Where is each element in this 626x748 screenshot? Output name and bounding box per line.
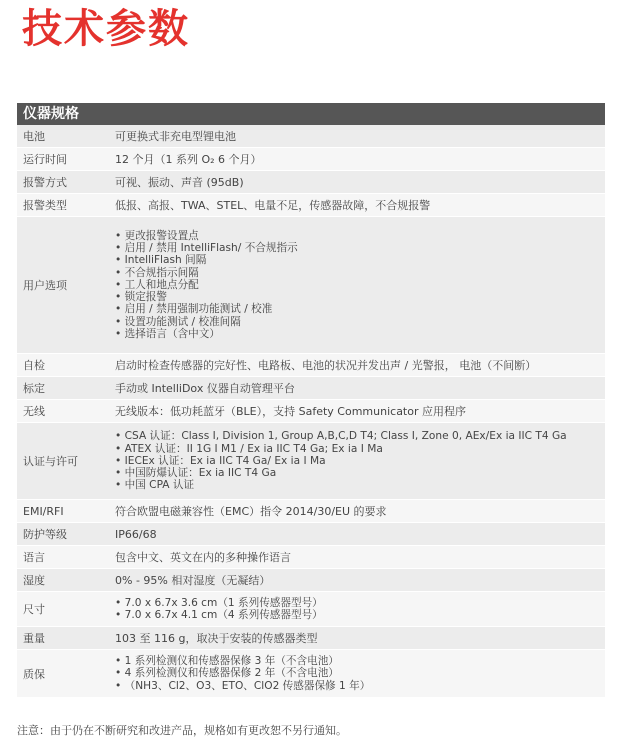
table-row-calibration <box>17 377 605 400</box>
row-label: 尺寸 <box>23 603 45 616</box>
spec-table <box>17 103 605 698</box>
table-row-certifications <box>17 423 605 500</box>
table-row-language <box>17 546 605 569</box>
row-value <box>111 430 605 491</box>
list-item: • 1 系列检测仪和传感器保修 3 年（不含电池） <box>115 655 605 667</box>
list-item: • （NH3、Cl2、O3、ETO、ClO2 传感器保修 1 年） <box>115 680 605 692</box>
row-value: 低报、高报、TWA、STEL、电量不足，传感器故障，不合规报警 <box>115 198 431 212</box>
row-label: 无线 <box>23 405 45 418</box>
list-item: • 启用 / 禁用强制功能测试 / 校准 <box>115 303 605 315</box>
table-row-wireless <box>17 400 605 423</box>
row-label: 语言 <box>23 551 45 564</box>
row-value: 包含中文、英文在内的多种操作语言 <box>115 550 291 564</box>
list-item: • 锁定报警 <box>115 291 605 303</box>
list-item: • ATEX 认证：II 1G I M1 / Ex ia IIC T4 Ga; Ex ia I Ma <box>115 443 605 455</box>
table-row-warranty <box>17 650 605 698</box>
row-value <box>111 230 605 340</box>
list-item: • IntelliFlash 间隔 <box>115 254 605 266</box>
table-row-runtime <box>17 148 605 171</box>
list-item: • 更改报警设置点 <box>115 230 605 242</box>
user-options-list <box>115 230 605 340</box>
table-row-protection <box>17 523 605 546</box>
footnote: 注意：由于仍在不断研究和改进产品，规格如有更改恕不另行通知。 <box>17 724 347 737</box>
row-value: 0% - 95% 相对湿度（无凝结） <box>115 573 271 587</box>
row-label: 用户选项 <box>23 279 67 292</box>
row-value: IP66/68 <box>115 527 157 541</box>
table-row-emi-rfi <box>17 500 605 523</box>
row-value: 12 个月（1 系列 O₂ 6 个月） <box>115 152 262 166</box>
row-label: 质保 <box>23 667 45 681</box>
table-row-weight <box>17 627 605 650</box>
list-item: • 中国 CPA 认证 <box>115 479 605 491</box>
row-label: EMI/RFI <box>23 504 64 518</box>
row-value <box>111 655 605 692</box>
list-item: • 选择语言（含中文） <box>115 328 605 340</box>
row-label: 标定 <box>23 382 45 395</box>
list-item: • IECEx 认证：Ex ia IIC T4 Ga/ Ex ia I Ma <box>115 455 605 467</box>
list-item: • 4 系列检测仪和传感器保修 2 年（不含电池） <box>115 667 605 679</box>
table-row-user-options <box>17 217 605 354</box>
list-item: • 中国防爆认证：Ex ia IIC T4 Ga <box>115 467 605 479</box>
row-label: 湿度 <box>23 574 45 587</box>
row-label: 报警类型 <box>23 199 67 212</box>
list-item: • 工人和地点分配 <box>115 279 605 291</box>
dimensions-list <box>115 597 605 621</box>
list-item: • 不合规指示间隔 <box>115 267 605 279</box>
row-value: 可视、振动、声音 (95dB) <box>115 175 244 189</box>
row-value <box>111 597 605 621</box>
row-value: 符合欧盟电磁兼容性（EMC）指令 2014/30/EU 的要求 <box>115 504 387 518</box>
row-label: 重量 <box>23 632 45 645</box>
row-value: 无线版本：低功耗蓝牙（BLE），支持 Safety Communicator 应用程序 <box>115 404 466 418</box>
row-value: 可更换式非充电型锂电池 <box>115 129 236 143</box>
certifications-list <box>115 430 605 491</box>
row-label: 报警方式 <box>23 176 67 189</box>
list-item: • 7.0 x 6.7x 3.6 cm（1 系列传感器型号） <box>115 597 605 609</box>
table-row-battery <box>17 125 605 148</box>
table-row-dimensions <box>17 592 605 627</box>
warranty-list <box>115 655 605 692</box>
row-value: 103 至 116 g，取决于安装的传感器类型 <box>115 631 318 645</box>
list-item: • 启用 / 禁用 IntelliFlash/ 不合规指示 <box>115 242 605 254</box>
list-item: • CSA 认证：Class I, Division 1, Group A,B,C,D T4; Class I, Zone 0, AEx/Ex ia IIC T4 Ga <box>115 430 605 442</box>
table-row-alarm-mode <box>17 171 605 194</box>
table-row-humidity <box>17 569 605 592</box>
list-item: • 设置功能测试 / 校准间隔 <box>115 316 605 328</box>
table-header: 仪器规格 <box>17 103 605 125</box>
row-label: 电池 <box>23 130 45 143</box>
row-value: 启动时检查传感器的完好性、电路板、电池的状况并发出声 / 光警报， 电池（不间断） <box>115 358 537 372</box>
list-item: • 7.0 x 6.7x 4.1 cm（4 系列传感器型号） <box>115 609 605 621</box>
row-label: 防护等级 <box>23 528 67 541</box>
table-row-self-test <box>17 354 605 377</box>
page-title: 技术参数 <box>22 6 190 52</box>
row-label: 认证与许可 <box>23 455 78 468</box>
row-label: 自检 <box>23 359 45 372</box>
row-label: 运行时间 <box>23 153 67 166</box>
row-value: 手动或 IntelliDox 仪器自动管理平台 <box>115 381 295 395</box>
table-row-alarm-types <box>17 194 605 217</box>
